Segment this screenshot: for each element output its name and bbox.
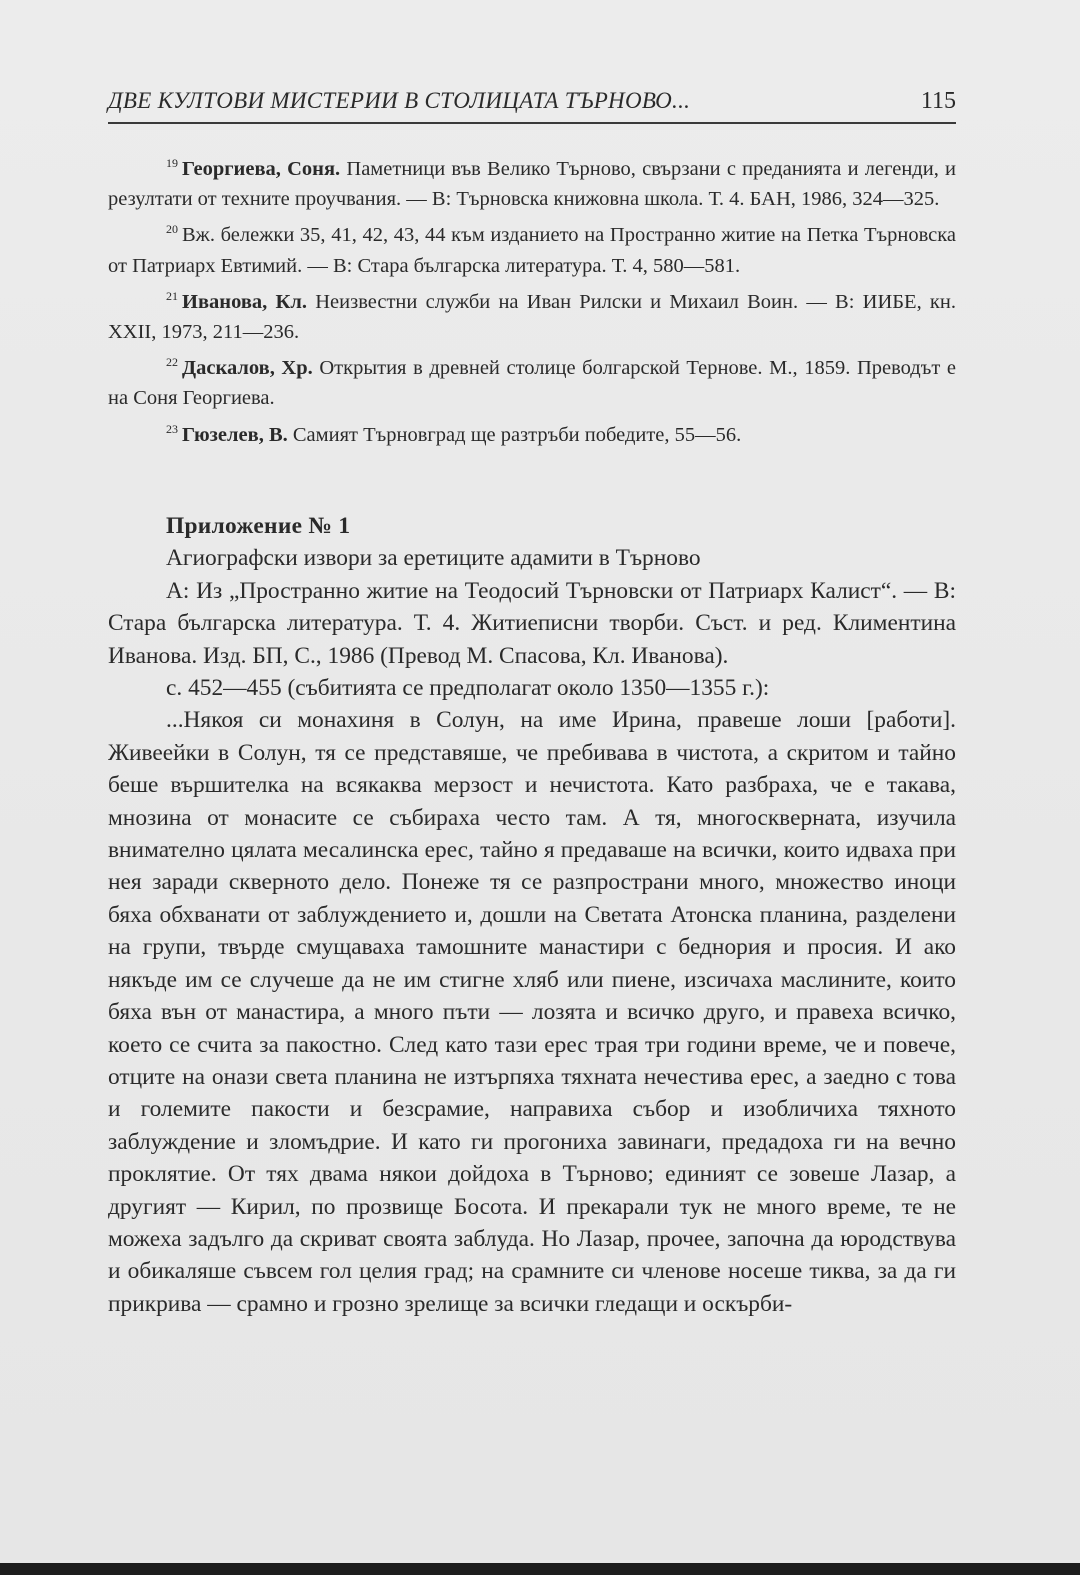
page-number: 115 — [920, 88, 956, 114]
footnote-author: Георгиева, Соня. — [182, 158, 341, 180]
footnote-author: Даскалов, Хр. — [182, 357, 313, 380]
appendix-body: ...Някоя си монахиня в Солун, на име Ирина, правеше лоши [работи]. Живеейки в Солун, тя се представяше, че пребивава в чистота, а скритом и тайно беше вършителка на всякаква мерзост и нечистота. Като разбраха, че е такава, мнозина от монасите се събираха често там. А тя, многоскверната, изучила внимателно цялата месалинска ерес, тайно я предаваше на всички, които идваха при нея заради скверното дело. Понеже тя се разпространи много, множество иноци бяха обхванати от заблуждението и, дошли на Светата Атонска планина, разделени на групи, твърде смущаваха тамошните манастири с беднория и просия. И ако някъде им се случеше да не им стигне хляб или пиене, изсичаха маслините, които бяха вън от манастира, а много пъти — лозята и всичко друго, и правеха всичко, което се счита за пакостно. След като тази ерес трая три години време, че и повече, отците на онази света планина не изтърпяха тяхната нечестива ерес, а заедно с това и големите пакости и безсрамие, направиха събор и изобличиха тяхното заблуждение и зломъдрие. И като ги прогониха завинаги, предадоха ги на вечно проклятие. От тях двама някои дойдоха в Търново; единият се зовеше Лазар, а другият — Кирил, по прозвище Босота. И прекарали тук не много време, те не можеха задълго да скриват своята заблуда. Но Лазар, прочее, започна да юродствува и обикаляше съвсем гол целия град; на срамните си членове носеше тиква, за да ги прикрива — срамно и грозно зрелище за всички гледащи и оскърби- — [108, 707, 956, 1317]
footnote-author: Иванова, Кл. — [182, 290, 307, 313]
running-head — [108, 88, 956, 124]
footnote-number: 22 — [166, 355, 178, 370]
footnote-number: 19 — [166, 156, 178, 170]
footnote-number: 21 — [166, 288, 178, 303]
appendix-heading: Приложение № 1 — [166, 513, 351, 539]
appendix-source: А: Из „Пространно житие на Теодосий Търновски от Патриарх Калист“. — В: Стара българска литература. Т. 4. Житиеписни творби. Съст. и ред. Климентина Иванова. Изд. БП, С., 1986 (Превод М. Спасова, Кл. Иванова). — [108, 577, 956, 669]
footnote-number: 20 — [166, 222, 178, 237]
scan-edge — [0, 1563, 1080, 1575]
footnote-19 — [108, 148, 956, 214]
footnote-text: Неизвестни служби на Иван Рилски и Михаил Воин. — В: ИИБЕ, кн. XXII, 1973, 211—236. — [108, 290, 956, 344]
footnote-23 — [108, 414, 956, 450]
footnote-20 — [108, 214, 956, 280]
running-title: ДВЕ КУЛТОВИ МИСТЕРИИ В СТОЛИЦАТА ТЪРНОВО... — [108, 88, 691, 113]
footnote-author: Гюзелев, В. — [182, 423, 288, 446]
appendix-subtitle: Агиографски извори за еретиците адамити в Търново — [166, 545, 701, 572]
footnote-text: Самият Търновград ще разтръби победите, 55—56. — [287, 423, 742, 446]
footnote-number: 23 — [166, 421, 178, 436]
footnote-21 — [108, 281, 956, 347]
footnote-22 — [108, 347, 956, 413]
footnote-text: Вж. бележки 35, 41, 42, 43, 44 към изданието на Пространно житие на Петка Търновска от Патриарх Евтимий. — В: Стара българска литература. Т. 4, 580—581. — [108, 224, 956, 277]
footnote-text: Паметници във Велико Търново, свързани с преданията и легенди, и резултати от техните проучвания. — В: Търновска книжовна школа. Т. 4. БАН, 1986, 324—325. — [108, 158, 956, 211]
appendix — [108, 510, 956, 1320]
footnotes — [108, 148, 956, 450]
footnote-text: Открытия в древней столице болгарской Тернове. М., 1859. Преводът е на Соня Георгиева. — [108, 357, 956, 410]
appendix-pages: с. 452—455 (събитията се предполагат около 1350—1355 г.): — [166, 675, 770, 702]
